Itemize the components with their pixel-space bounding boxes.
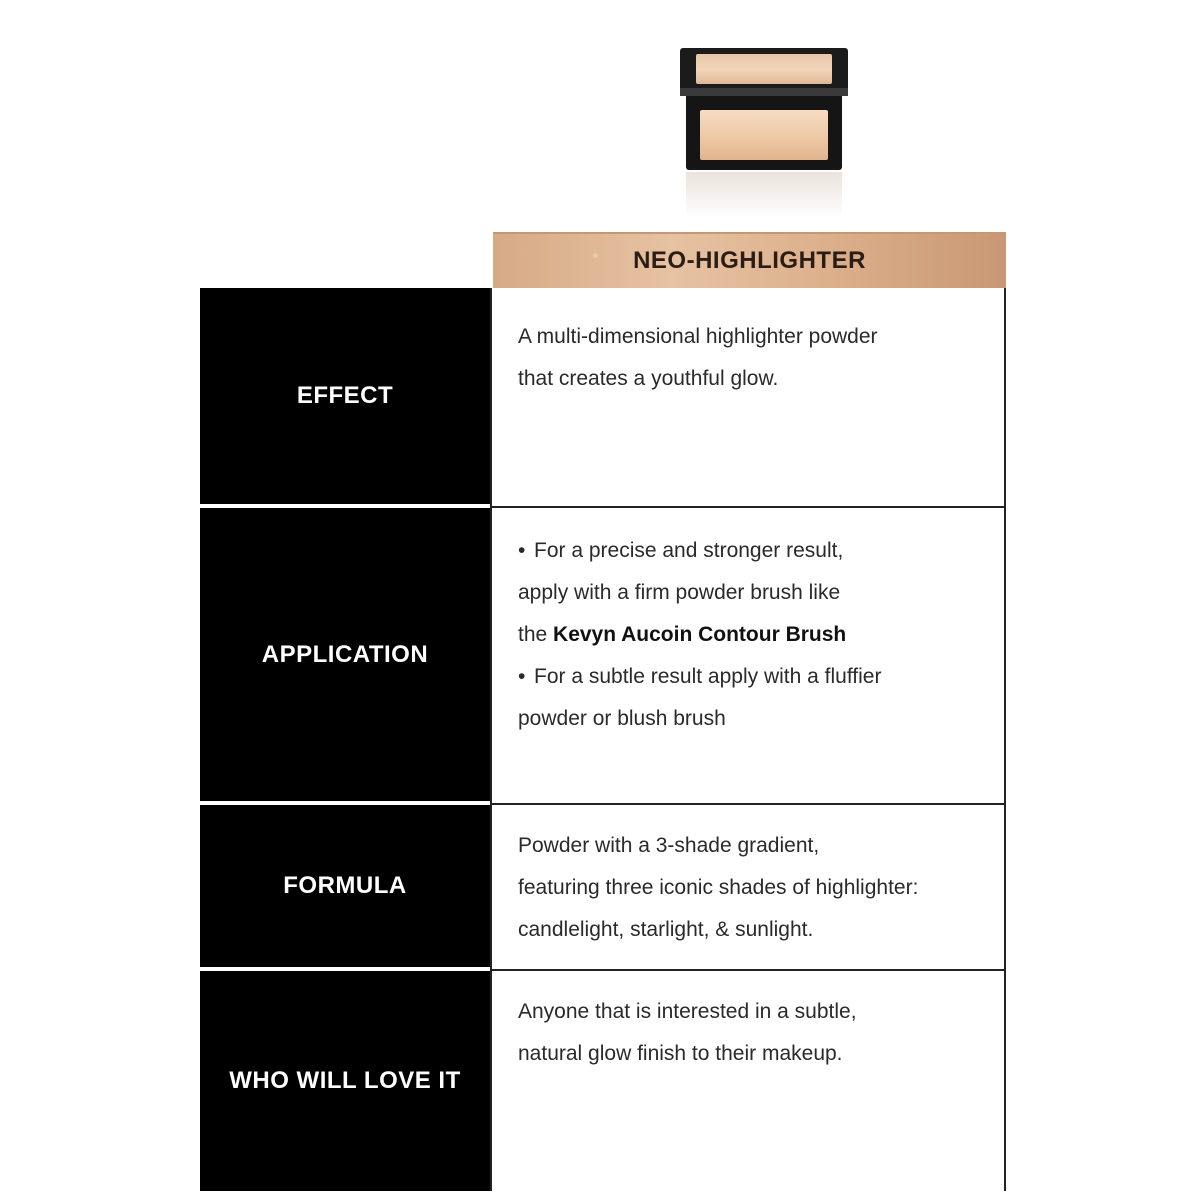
application-line: apply with a firm powder brush like xyxy=(518,581,841,604)
who-line: natural glow finish to their makeup. xyxy=(518,1042,843,1065)
compact-base xyxy=(686,96,842,170)
application-line xyxy=(518,614,990,656)
table-row-formula xyxy=(200,805,1006,971)
row-content-formula xyxy=(490,805,1006,971)
row-label-effect: EFFECT xyxy=(200,288,490,508)
application-bullet xyxy=(518,530,990,572)
row-label-formula: FORMULA xyxy=(200,805,490,971)
highlighter-pan xyxy=(700,110,828,160)
effect-line: that creates a youthful glow. xyxy=(518,367,779,390)
row-label-application: APPLICATION xyxy=(200,508,490,805)
application-line: For a subtle result apply with a fluffier xyxy=(534,665,882,688)
application-line: powder or blush brush xyxy=(518,707,726,730)
compact-mirror xyxy=(696,54,832,84)
formula-line: Powder with a 3-shade gradient, xyxy=(518,834,820,857)
application-bullet xyxy=(518,656,990,698)
formula-line: candlelight, starlight, & sunlight. xyxy=(518,918,814,941)
who-line: Anyone that is interested in a subtle, xyxy=(518,1000,857,1023)
compact-reflection xyxy=(686,172,842,218)
row-content-effect xyxy=(490,288,1006,508)
compact-lid xyxy=(680,48,848,88)
product-name: NEO-HIGHLIGHTER xyxy=(633,247,866,274)
compact-hinge xyxy=(680,88,848,96)
product-info-table xyxy=(200,288,1006,1191)
formula-line: featuring three iconic shades of highlighter: xyxy=(518,876,919,899)
product-name-header xyxy=(493,232,1006,288)
table-row-who-will-love-it xyxy=(200,971,1006,1191)
contour-brush-name: Kevyn Aucoin Contour Brush xyxy=(553,623,847,646)
bullet-dot: • xyxy=(518,539,526,562)
row-content-application xyxy=(490,508,1006,805)
effect-line: A multi-dimensional highlighter powder xyxy=(518,325,878,348)
product-compact-image xyxy=(680,48,848,170)
table-row-effect xyxy=(200,288,1006,508)
table-row-application xyxy=(200,508,1006,805)
bullet-dot: • xyxy=(518,665,526,688)
application-line: For a precise and stronger result, xyxy=(534,539,844,562)
row-label-who-will-love-it: WHO WILL LOVE IT xyxy=(200,971,490,1191)
application-line-prefix: the xyxy=(518,623,554,646)
row-content-who-will-love-it xyxy=(490,971,1006,1191)
